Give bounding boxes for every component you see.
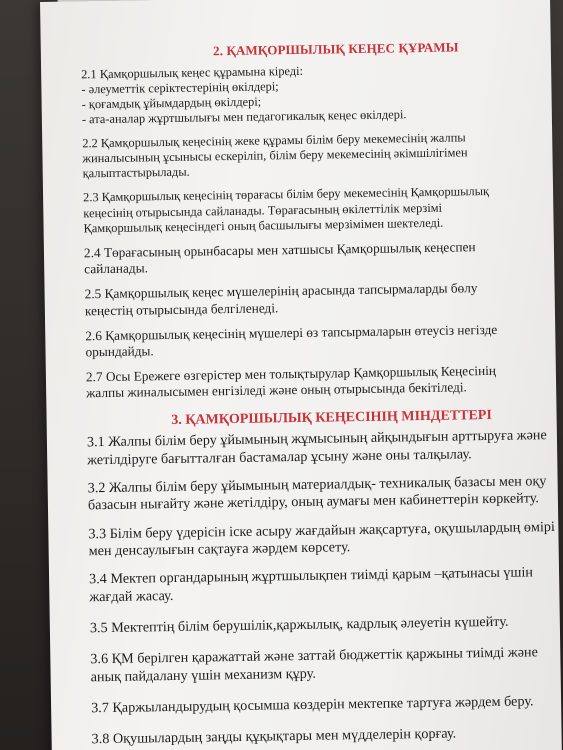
paragraph-line: 2.6 Қамқоршылық кеңесінің мүшелері өз тапсырмаларын өтеусіз негізде <box>85 321 498 344</box>
paragraph-line: кеңесінің отырысында сайланады. Төрағасының өкілеттілік мерзімі <box>83 200 443 220</box>
list-item: - ата-аналар жұртшылығы мен педагогикалық кеңес өкілдері. <box>81 107 407 127</box>
paragraph-line: базасын нығайту және жетілдіру, оның аумағы мен кабинеттерін көркейту. <box>87 490 540 514</box>
paragraph-line: 2.3 Қамқоршылық кеңесінің төрағасы білім беру мекемесінің Қамқоршылық <box>83 184 490 205</box>
paragraph-line: 2.1 Қамқоршылық кеңес құрамына кіреді: <box>81 63 304 81</box>
paragraph-line: 3.2 Жалпы білім беру ұйымының материалдық- техникалық базасы мен оқу <box>87 473 547 497</box>
paragraph-2-2 <box>82 129 553 182</box>
paragraph-line: жалпы жиналысымен енгізіледі және оның отырысында бекітіледі. <box>86 379 467 401</box>
paragraph-line: жиналысының ұсынысы ескеріліп, білім беру мекемесінің әкімшілігімен <box>82 145 468 166</box>
document-page <box>40 0 562 750</box>
paragraph-line: орындайды. <box>85 343 154 360</box>
paragraph-line: жағдай жасау. <box>89 587 174 605</box>
paragraph-line: қалыптастырылады. <box>82 165 190 181</box>
paragraph-2-1 <box>81 60 552 128</box>
paragraph-line: сайланады. <box>84 260 149 277</box>
section-3-title: 3. ҚАМҚОРШЫЛЫҚ КЕҢЕСІНІҢ МІНДЕТТЕРІ <box>171 407 492 428</box>
section-2-title: 2. ҚАМҚОРШЫЛЫҚ КЕҢЕС ҚҰРАМЫ <box>212 39 459 59</box>
paragraph-line: 3.1 Жалпы білім беру ұйымының жұмысының айқындығын арттыруға және <box>86 427 547 451</box>
paragraph-line: мен денсаулығын сақтауға жәрдем көрсету. <box>88 539 351 560</box>
paragraph-line: кеңестің отырысында белгіленеді. <box>84 299 279 318</box>
paragraph-line: жетілдіруге бағытталған бастамалар ұсыну және оны талқылау. <box>87 445 472 469</box>
paragraph-3-2 <box>88 473 558 515</box>
paragraph-2-3 <box>83 183 554 236</box>
paragraph-line: 3.3 Білім беру үдерісін іске асыру жағдайын жақсартуға, оқушылардың өмірі <box>88 518 556 542</box>
paragraph-line: анық пайдалану үшін механизм құру. <box>90 665 316 685</box>
paragraph-line: 2.7 Осы Ережеге өзгерістер мен толықтырулар Қамқоршылық Кеңесінің <box>85 363 497 385</box>
paragraph-line: Қамқоршылық кеңесіндегі оның басшылығы мерзімімен шектеледі. <box>83 215 444 236</box>
paragraph-line: 3.6 ҚМ берілген қаражаттай және заттай бюджеттік қаржыны тиімді және <box>90 644 538 668</box>
list-item: - қоғамдық ұйымдардың өкілдері; <box>81 94 262 112</box>
paragraph-line: 3.8 Оқушылардың заңды құқықтары мен мүдделерін қорғау. <box>91 725 457 748</box>
document-content <box>81 38 562 749</box>
paragraph-line: 3.7 Қаржыландырудың қосымша көздерін мектепке тартуға жәрдем беру. <box>91 693 534 717</box>
list-item: - әлеуметтік серіктестерінің өкілдері; <box>81 78 279 97</box>
paragraph-2-7 <box>86 362 556 402</box>
paragraph-line: 2.5 Қамқоршылық кеңес мүшелерінің арасында тапсырмаларды бөлу <box>84 280 478 302</box>
paragraph-line: 3.4 Мектеп органдарының жұртшылықпен тиімді қарым –қатынасы үшін <box>88 564 534 588</box>
paragraph-line: 2.2 Қамқоршылық кеңесінің жеке құрамы білім беру мекемесінің жалпы <box>82 130 466 151</box>
paragraph-line: 2.4 Төрағасының орынбасары мен хатшысы Қамқоршылық кеңеспен <box>83 239 476 261</box>
paragraph-line: 3.5 Мектептің білім берушілік,қаржылық, кадрлық әлеуетін күшейту. <box>89 613 509 637</box>
